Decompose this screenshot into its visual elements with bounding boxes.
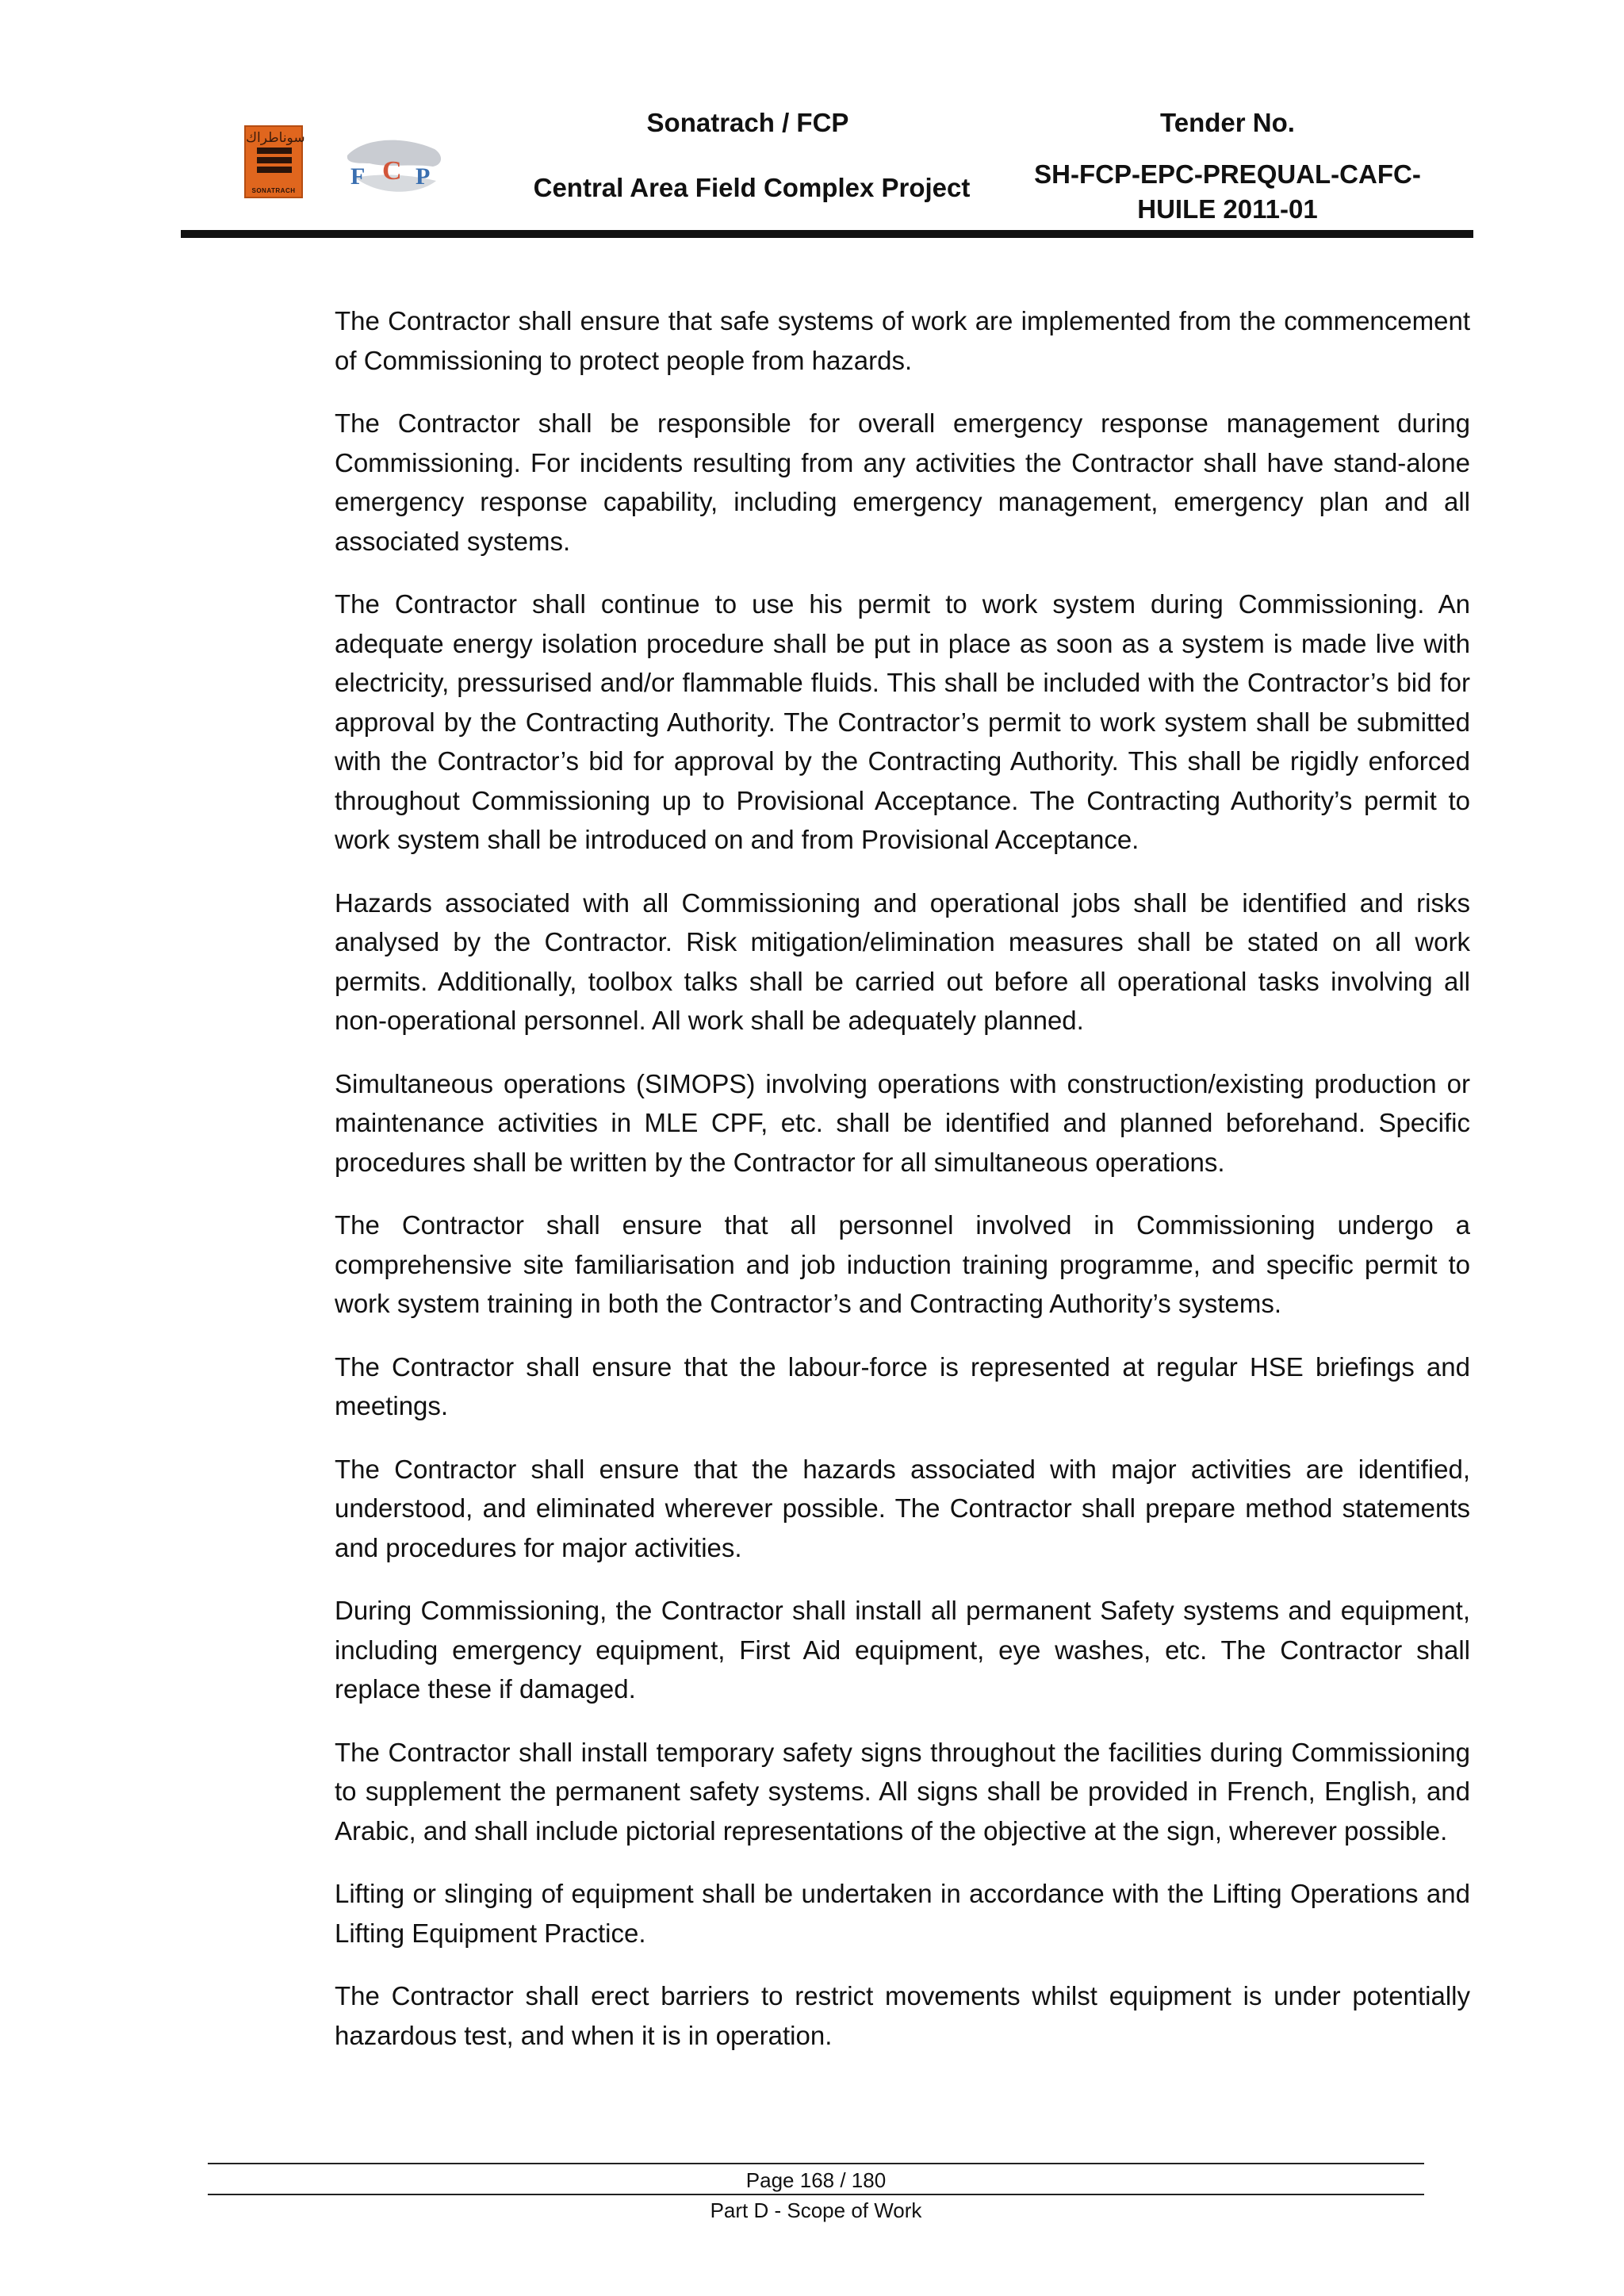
document-body xyxy=(335,301,1470,2079)
paragraph: The Contractor shall be responsible for overall emergency response management during Commissioning. For incidents resulting from any activities the Contractor shall have stand-alone emergency response capability, including emergency management, emergency plan and all associated systems. xyxy=(335,408,1470,556)
footer-page-number: Page 168 / 180 xyxy=(745,2168,887,2192)
header-divider xyxy=(181,230,1473,238)
paragraph: The Contractor shall install temporary safety signs throughout the facilities during Commissioning to supplement the permanent safety systems. All signs shall be provided in French, English, and Arabic, and shall include pictorial representations of the objective at the sign, wherever possible. xyxy=(335,1737,1470,1846)
paragraph: Hazards associated with all Commissioning and operational jobs shall be identified and risks analysed by the Contractor. Risk mitigation/elimination measures shall be stated on all work permits. Additionally, toolbox talks shall be carried out before all operational tasks involving all non-operational personnel. All work shall be adequately planned. xyxy=(335,887,1470,1035)
fcp-logo-letter-c: C xyxy=(382,156,402,186)
footer-divider-bottom xyxy=(208,2194,1424,2195)
header-tender-number-line1: SH-FCP-EPC-PREQUAL-CAFC- xyxy=(1034,159,1421,189)
header-tender-number xyxy=(1021,157,1434,227)
footer-section: Part D - Scope of Work xyxy=(710,2198,922,2222)
paragraph: Lifting or slinging of equipment shall be undertaken in accordance with the Lifting Operations and Lifting Equipment Practice. xyxy=(335,1879,1470,1948)
paragraph: The Contractor shall continue to use his permit to work system during Commissioning. An adequate energy isolation procedure shall be put in place as soon as a system is made live with electricity, pressurised and/or flammable fluids. This shall be included with the Contractor’s bid for approval by the Contracting Authority. The Contractor’s permit to work system shall be submitted with the Contractor’s bid for approval by the Contracting Authority. This shall be rigidly enforced throughout Commissioning up to Provisional Acceptance. The Contracting Authority’s permit to work system shall be introduced on and from Provisional Acceptance. xyxy=(335,589,1470,854)
paragraph: The Contractor shall erect barriers to restrict movements whilst equipment is under potentially hazardous test, and when it is in operation. xyxy=(335,1981,1470,2050)
fcp-logo xyxy=(331,132,450,203)
paragraph: During Commissioning, the Contractor shall install all permanent Safety systems and equipment, including emergency equipment, First Aid equipment, eye washes, etc. The Contractor shall replace these if damaged. xyxy=(335,1596,1470,1704)
paragraph: The Contractor shall ensure that the labour-force is represented at regular HSE briefings and meetings. xyxy=(335,1351,1470,1420)
sonatrach-logo xyxy=(244,125,303,198)
sonatrach-logo-mark xyxy=(257,148,292,182)
header-project: Central Area Field Complex Project xyxy=(533,173,971,202)
header-tender-number-line2: HUILE 2011-01 xyxy=(1137,194,1318,224)
paragraph: The Contractor shall ensure that safe systems of work are implemented from the commencement of Commissioning to protect people from hazards. xyxy=(335,306,1470,375)
paragraph: The Contractor shall ensure that all personnel involved in Commissioning undergo a comprehensive site familiarisation and job induction training programme, and specific permit to work system training in both the Contractor’s and Contracting Authority’s systems. xyxy=(335,1210,1470,1318)
footer-divider-top xyxy=(208,2163,1424,2164)
page-header xyxy=(181,95,1473,238)
paragraph: Simultaneous operations (SIMOPS) involving operations with construction/existing production or maintenance activities in MLE CPF, etc. shall be identified and planned beforehand. Specific procedures shall be written by the Contractor for all simultaneous operations. xyxy=(335,1068,1470,1177)
sonatrach-logo-arabic: سوناطراك xyxy=(246,130,305,146)
header-company: Sonatrach / FCP xyxy=(646,108,849,137)
header-tender-label: Tender No. xyxy=(1160,108,1295,137)
fcp-logo-letter-f: F xyxy=(350,163,366,190)
sonatrach-logo-word: SONATRACH xyxy=(251,187,296,194)
paragraph: The Contractor shall ensure that the hazards associated with major activities are identified, understood, and eliminated wherever possible. The Contractor shall prepare method statements and procedures for major activities. xyxy=(335,1454,1470,1562)
fcp-logo-letter-p: P xyxy=(416,163,431,190)
